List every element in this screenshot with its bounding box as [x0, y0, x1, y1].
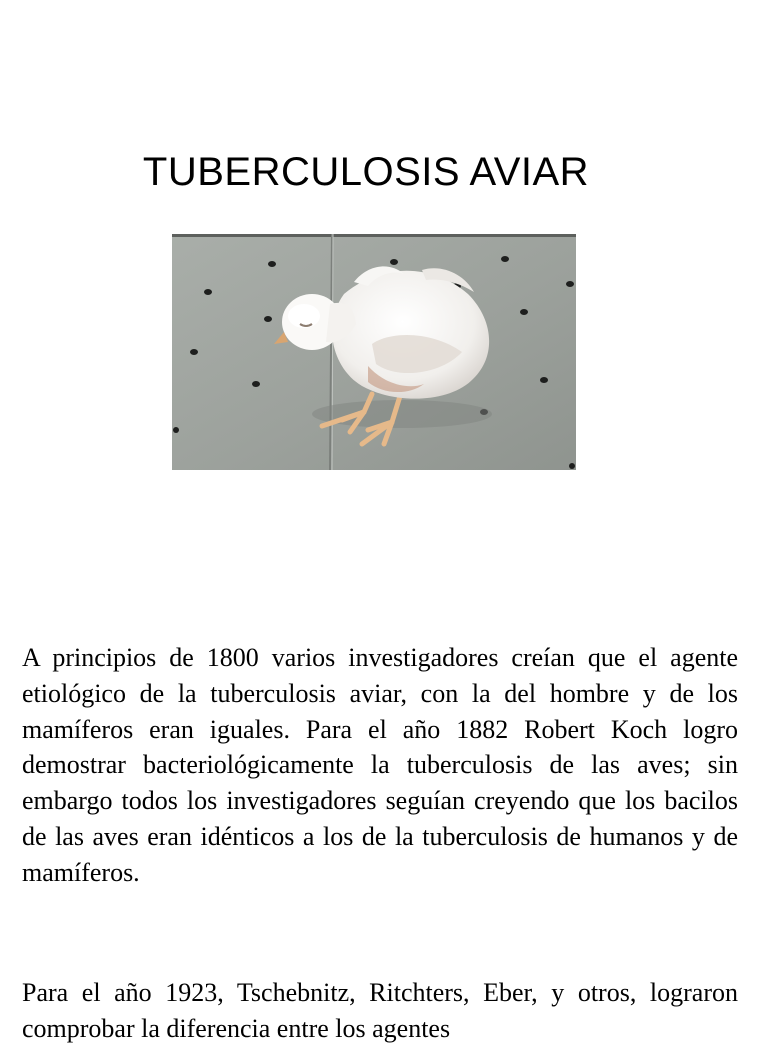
slide-title: TUBERCULOSIS AVIAR [142, 150, 590, 194]
paragraph-history: A principios de 1800 varios investigadores creían que el agente etiológico de la tuberculosis aviar, con la del hombre y de los mamíferos eran iguales. Para el año 1882 Robert Koch logro demostrar bacteriológicamente la tuberculosis de las aves; sin embargo todos los investigadores seguían creyendo que los bacilos de las aves eran idénticos a los de la tuberculosis de humanos y de mamíferos. [22, 643, 738, 887]
chick-photo [172, 234, 576, 470]
paragraph-1923: Para el año 1923, Tschebnitz, Ritchters, Eber, y otros, lograron comprobar la diferencia entre los agentes [22, 978, 738, 1043]
